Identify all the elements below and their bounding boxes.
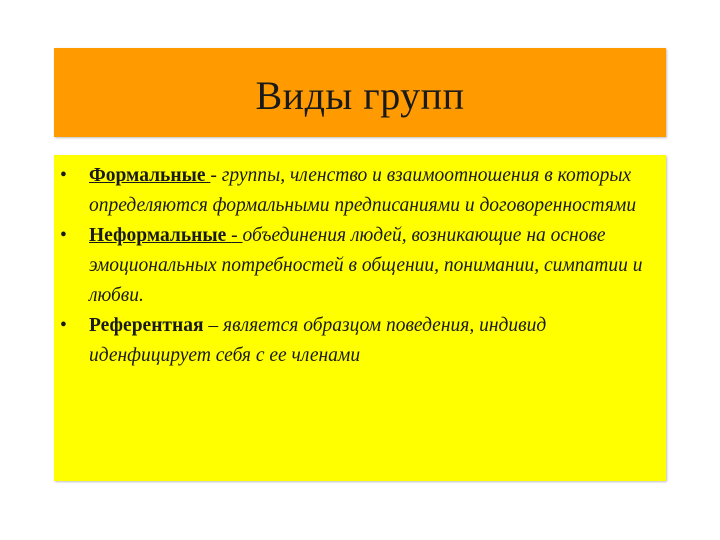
bullet-icon: • [60,225,67,246]
separator-informal: - [231,225,243,246]
description-formal: группы, членство и взаимоотношения в которых определяются формальными предписаниями и договоренностями [89,165,637,216]
group-types-list [54,161,666,371]
list-item-formal [54,161,666,221]
term-referent: Референтная [89,315,204,336]
bullet-icon: • [60,315,67,336]
description-referent: является образцом поведения, индивид иденфицирует себя с ее членами [89,315,547,366]
separator-referent: – [203,315,224,336]
description-informal: объединения людей, возникающие на основе эмоциональных потребностей в общении, понимании, симпатии и любви. [89,225,643,306]
list-item-informal [54,221,666,311]
term-informal: Неформальные [89,225,232,246]
separator-formal: - [210,165,222,186]
bullet-icon: • [60,165,67,186]
list-item-referent [54,311,666,371]
content-box [54,155,666,481]
title-bar [54,48,666,137]
term-formal: Формальные [89,165,211,186]
slide-title: Виды групп [255,73,465,118]
